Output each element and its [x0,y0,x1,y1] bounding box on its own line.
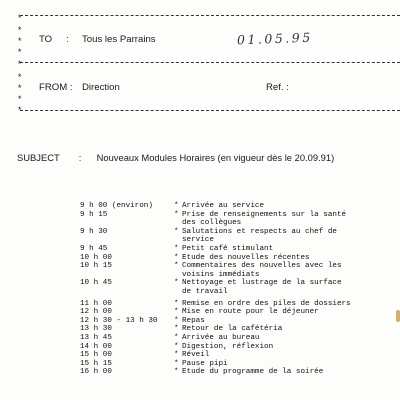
bullet-asterisk: * [174,359,179,368]
activity-line: voisins immédiats [182,270,260,279]
schedule-time: 9 h 30 [80,227,108,236]
schedule-time: 12 h 00 [80,308,112,317]
subject-separator: : [78,152,82,163]
asterisk: * [17,95,23,105]
to-separator: : [66,34,69,45]
activity-line: Pause pipi [182,359,228,368]
schedule-time: 10 h 45 [80,279,112,288]
activity-line: Repas [182,316,205,325]
schedule-activity [174,202,400,211]
schedule-row [80,254,400,263]
schedule-activity [174,343,400,352]
bullet-asterisk: * [174,262,179,271]
schedule-row [80,351,400,360]
reference-label: Ref. : [266,82,289,93]
activity-line: Petit café stimulant [182,244,274,253]
schedule-activity [174,325,400,334]
header-rule-middle [20,62,400,63]
schedule-activity [174,360,400,369]
activity-line: Remise en ordre des piles de dossiers [182,299,351,308]
paper-stain [396,310,400,322]
asterisk: * [17,26,23,36]
bullet-asterisk: * [174,244,179,253]
schedule-activity [174,211,400,228]
schedule-activity [174,308,400,317]
activity-line: Retour de la cafétéria [182,325,283,334]
activity-line: Arrivée au bureau [182,333,260,342]
schedule-activity [174,262,400,279]
bullet-asterisk: * [174,333,179,342]
schedule-activity [174,351,400,360]
schedule-time: 14 h 00 [80,342,112,351]
schedule-activity [174,300,400,309]
bullet-asterisk: * [174,227,179,236]
schedule-row [80,360,400,369]
bullet-asterisk: * [174,351,179,360]
activity-line: Commentaires des nouvelles avec les [182,262,342,271]
schedule-row [80,368,400,377]
asterisk: * [17,60,23,70]
asterisk: * [17,48,23,58]
schedule-activity [174,254,400,263]
bullet-asterisk: * [174,342,179,351]
bullet-asterisk: * [174,299,179,308]
from-label: FROM : [39,82,73,93]
schedule-activity [174,368,400,377]
activity-line: Réveil [182,351,210,360]
activity-line: Mise en route pour le déjeuner [182,308,319,317]
activity-line: Salutations et respects au chef de [182,227,337,236]
schedule-time: 9 h 15 [80,210,108,219]
schedule-time: 13 h 30 [80,325,112,334]
schedule-activity [174,334,400,343]
schedule-time: 9 h 00 (environ) [80,202,153,210]
asterisk: * [17,84,23,94]
schedule-time: 10 h 00 [80,253,112,262]
activity-line: service [182,236,214,245]
activity-line: des collègues [182,219,242,228]
bullet-asterisk: * [174,210,179,219]
to-recipients: Tous les Parrains [82,34,156,45]
schedule-row [80,262,400,279]
schedule-row [80,228,400,245]
asterisk: * [17,37,23,47]
schedule-row [80,343,400,352]
schedule-time: 12 h 30 - 13 h 30 [80,316,158,325]
schedule-time: 11 h 00 [80,299,112,308]
activity-line: Etude du programme de la soirée [182,368,324,377]
schedule-row [80,325,400,334]
bullet-asterisk: * [174,253,179,262]
schedule-time: 15 h 15 [80,359,112,368]
activity-line: de travail [182,287,228,296]
bullet-asterisk: * [174,368,179,377]
schedule-row [80,308,400,317]
to-label: TO [39,34,53,45]
header-rule-bottom [20,110,400,111]
bullet-asterisk: * [174,316,179,325]
schedule-time: 9 h 45 [80,244,108,253]
from-sender: Direction [82,82,120,93]
bullet-asterisk: * [174,325,179,334]
schedule-time: 16 h 00 [80,368,112,377]
schedule-row [80,334,400,343]
schedule-activity [174,279,400,296]
schedule-row [80,279,400,296]
bullet-asterisk: * [174,202,179,210]
schedule-row [80,300,400,309]
schedule-activity [174,317,400,326]
header-rule-top [20,15,400,16]
subject-line [17,152,334,163]
schedule-row [80,202,400,211]
activity-line: Nettoyage et lustrage de la surface [182,279,342,288]
schedule-row [80,245,400,254]
schedule-time: 13 h 45 [80,333,112,342]
subject-label: SUBJECT [17,152,60,163]
activity-line: Digestion, réflexion [182,342,274,351]
schedule-time: 10 h 15 [80,262,112,271]
activity-line: Arrivée au service [182,202,265,210]
schedule-time: 15 h 00 [80,351,112,360]
bullet-asterisk: * [174,308,179,317]
schedule-row [80,211,400,228]
activity-line: Prise de renseignements sur la santé [182,210,347,219]
schedule-activity [174,245,400,254]
schedule-row [80,317,400,326]
handwritten-date: 01.05.95 [236,29,313,48]
asterisk: * [17,106,23,116]
schedule-list [80,202,400,377]
asterisk: * [17,14,23,24]
activity-line: Etude des nouvelles récentes [182,253,310,262]
bullet-asterisk: * [174,279,179,288]
asterisk: * [17,73,23,83]
schedule-activity [174,228,400,245]
subject-text: Nouveaux Modules Horaires (en vigueur dès le 20.09.91) [96,152,335,163]
